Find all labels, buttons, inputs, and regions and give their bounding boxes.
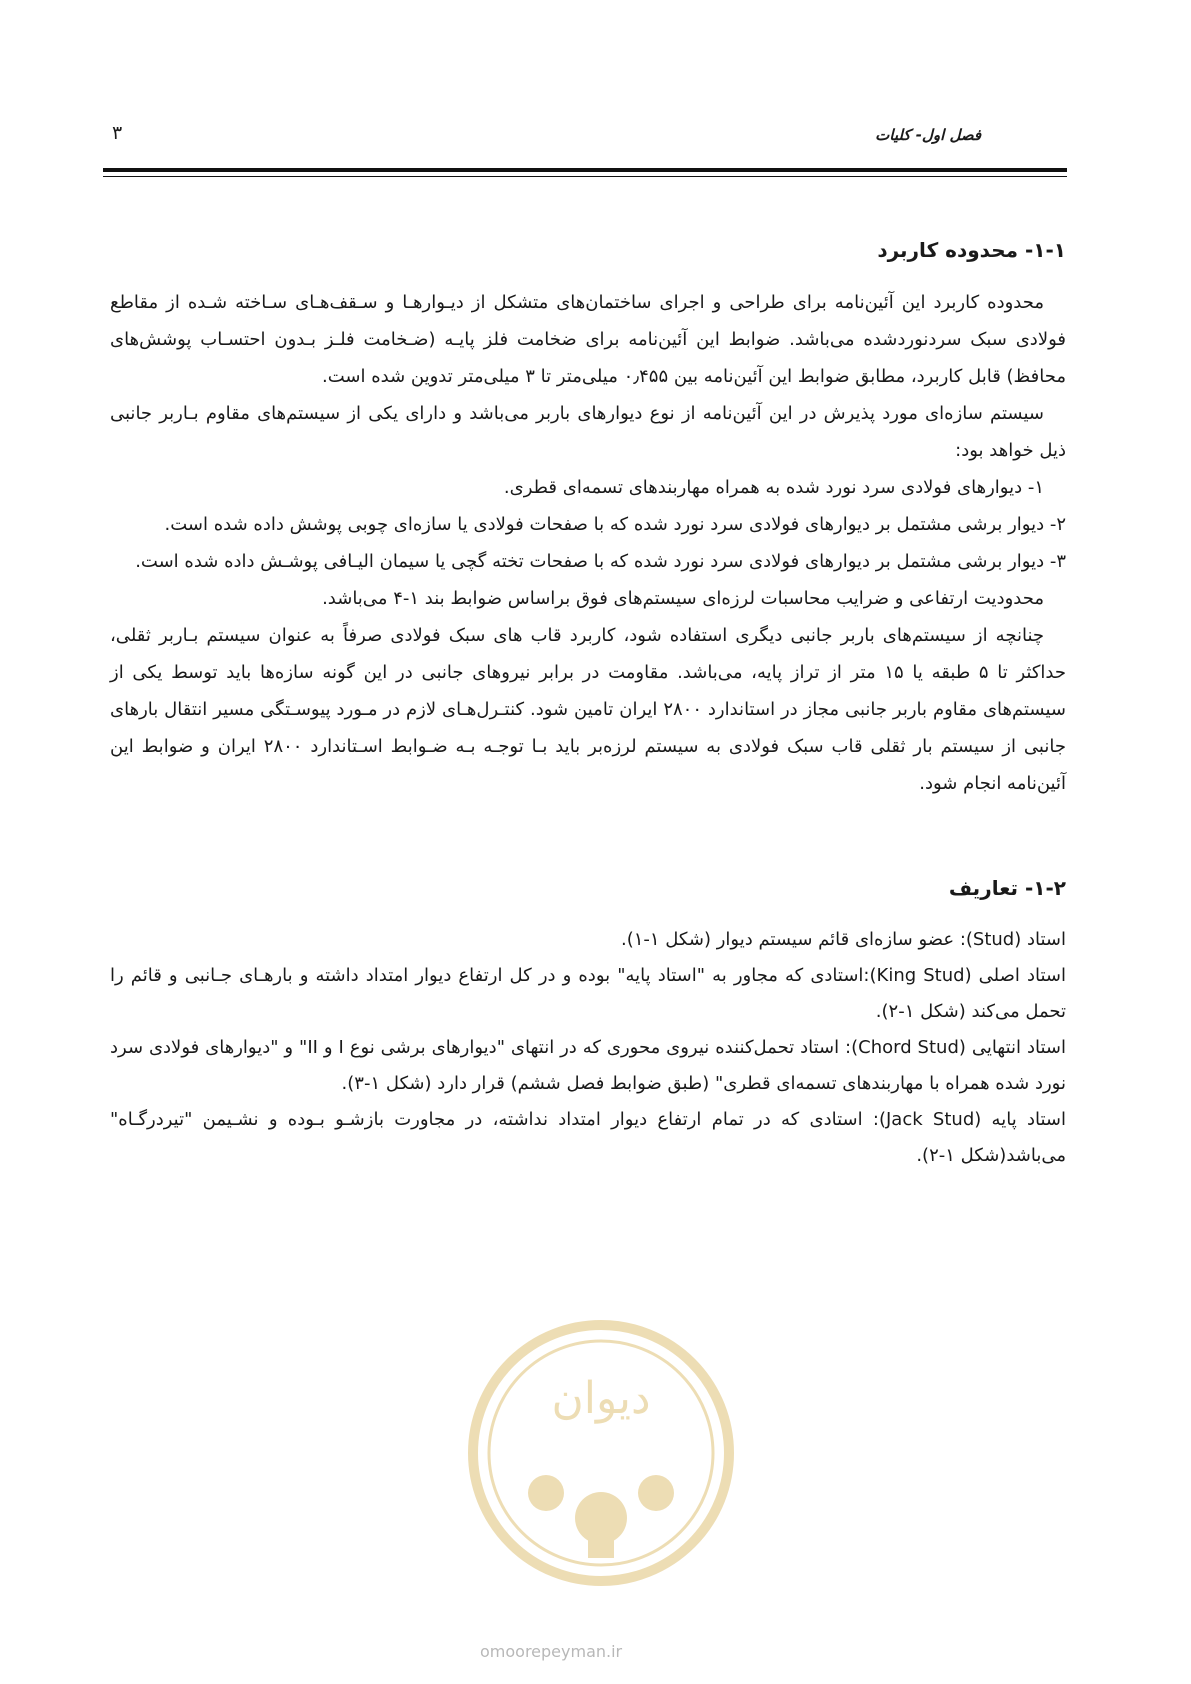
list-item: ۲- دیوار برشی مشتمل بر دیوارهای فولادی سرد نورد شده که با صفحات فولادی یا سازه‌ای چوبی پوشش داده شده است.	[164, 514, 1066, 535]
list-item: ۱- دیوارهای فولادی سرد نورد شده به همراه مهاربندهای تسمه‌ای قطری.	[503, 477, 1044, 498]
watermark-seal-icon	[466, 1318, 736, 1588]
page-body	[110, 236, 1066, 1174]
page-number: ۳	[112, 122, 123, 144]
section-heading-definitions: ۱-۲- تعاریف	[948, 876, 1066, 900]
header-rule-thin	[103, 176, 1067, 177]
definition-item: استاد پایه (Jack Stud): استادی که در تمام ارتفاع دیوار امتداد نداشته، در مجاورت بازشـو بـوده و نشـیمن "تیردرگـاه" می‌باشد(شکل ۱-۲).	[110, 1109, 1066, 1166]
paragraph: محدودیت ارتفاعی و ضرایب محاسبات لرزه‌ای سیستم‌های فوق براساس ضوابط بند ۱-۴ می‌باشد.	[322, 588, 1044, 609]
definition-item: استاد (Stud): عضو سازه‌ای قائم سیستم دیوار (شکل ۱-۱).	[620, 929, 1066, 950]
watermark-logo-text: دیوان	[551, 1373, 651, 1424]
paragraph: محدوده کاربرد این آئین‌نامه برای طراحی و اجرای ساختمان‌های متشکل از دیـوارهـا و سـقف‌هـای سـاخته شـده از مقاطع فولادی سبک سردنوردشده می‌باشد. ضوابط این آئین‌نامه برای ضخامت فلز پایـه (ضـخامت فلـز بـدون احتسـاب پوشش‌های محافظ) قابل کاربرد، مطابق ضوابط این آئین‌نامه بین ۰٫۴۵۵ میلی‌متر تا ۳ میلی‌متر تدوین شده است.	[110, 292, 1066, 387]
paragraph: چنانچه از سیستم‌های باربر جانبی دیگری استفاده شود، کاربرد قاب های سبک فولادی صرفاً به عنوان سیستم بـاربر ثقلی، حداکثر تا ۵ طبقه یا ۱۵ متر از تراز پایه، می‌باشد. مقاومت در برابر نیروهای جانبی در این گونه سازه‌ها باید توسط یکی از سیستم‌های مقاوم باربر جانبی مجاز در استاندارد ۲۸۰۰ ایران تامین شود. کنتـرل‌هـای لازم در مـورد پیوسـتگی مسیر انتقال بارهای جانبی از سیستم بار ثقلی قاب سبک فولادی به سیستم لرزه‌بر باید بـا توجـه بـه ضـوابط اسـتاندارد ۲۸۰۰ ایران و ضوابط این آئین‌نامه انجام شود.	[110, 625, 1067, 794]
list-item: ۳- دیوار برشی مشتمل بر دیوارهای فولادی سرد نورد شده که با صفحات تخته گچی یا سیمان الیـافی پوشـش داده شده است.	[135, 551, 1066, 572]
definition-item: استاد انتهایی (Chord Stud): استاد تحمل‌کننده نیروی محوری که در انتهای "دیوارهای برشی نوع I و II" و "دیوارهای فولادی سرد نورد شده همراه با مهاربندهای تسمه‌ای قطری" (طبق ضوابط فصل ششم) قرار دارد (شکل ۱-۳).	[110, 1037, 1066, 1094]
paragraph: سیستم سازه‌ای مورد پذیرش در این آئین‌نامه از نوع دیوارهای باربر می‌باشد و دارای یکی از سیستم‌های مقاوم بـاربر جانبی ذیل خواهد بود:	[110, 403, 1066, 461]
chapter-title: فصل اول- کلیات	[875, 126, 981, 144]
section-heading-scope: ۱-۱- محدوده کاربرد	[877, 238, 1066, 262]
definition-item: استاد اصلی (King Stud):استادی که مجاور به "استاد پایه" بوده و در کل ارتفاع دیوار امتداد داشته و بارهـای جـانبی و قائم را تحمل می‌کند (شکل ۱-۲).	[110, 965, 1066, 1022]
header-rule-thick	[103, 168, 1067, 172]
watermark-url: omoorepeyman.ir	[480, 1642, 623, 1661]
